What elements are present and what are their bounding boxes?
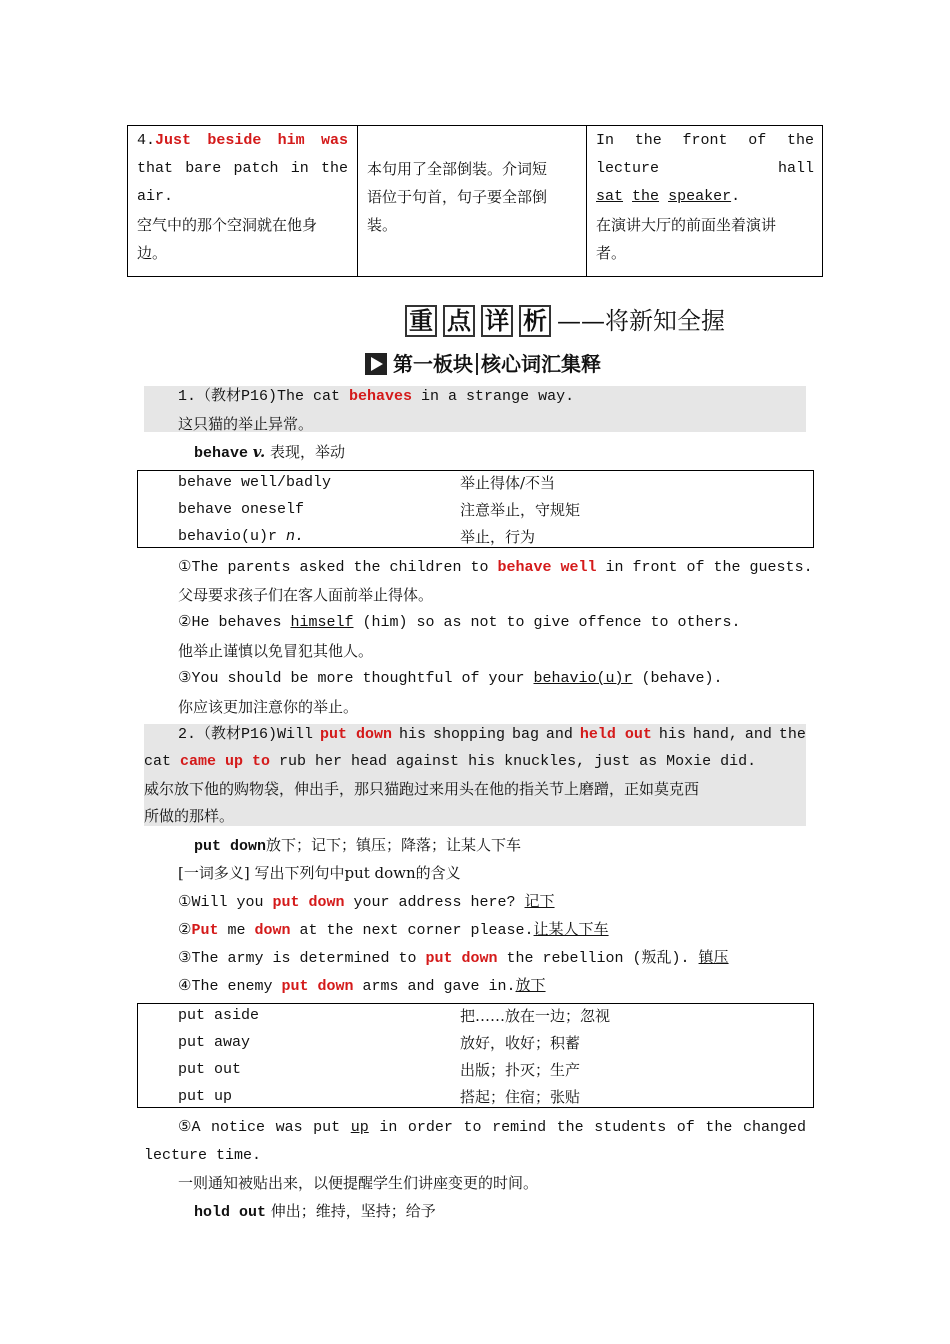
- red-word: came up to: [180, 753, 271, 770]
- item1-translation: 这只猫的举止异常。: [178, 415, 314, 433]
- phrase-en: [178, 527, 304, 547]
- answer: 让某人下车: [533, 920, 609, 938]
- subheading-part-two: 核心词汇集释: [481, 352, 601, 376]
- word: in: [379, 1119, 398, 1136]
- word: that: [137, 160, 174, 177]
- red-word: Just: [155, 132, 192, 149]
- col3-line1: [596, 131, 814, 151]
- word: 2.（教材P16)Will: [178, 726, 314, 743]
- item2-translation-line2: 所做的那样。: [144, 807, 235, 825]
- word: hall: [777, 160, 814, 177]
- item2-translation-line1: 威尔放下他的购物袋，伸出手，那只猫跑过来用头在他的指关节上磨蹭，正如莫克西: [144, 780, 700, 798]
- word: and: [545, 726, 573, 743]
- text: cat: [144, 753, 181, 770]
- text: at the next corner please.: [290, 922, 534, 939]
- text: your address here?: [344, 894, 525, 911]
- red-word: behaves: [349, 388, 413, 405]
- table-col-explanation: [357, 126, 587, 276]
- heading-char: 重: [405, 305, 437, 337]
- put-down-definition: [194, 835, 521, 857]
- word: lecture: [596, 160, 660, 177]
- word: to: [463, 1119, 482, 1136]
- question-3: [178, 947, 729, 969]
- item-number: 4.: [137, 132, 156, 149]
- question-2: [178, 919, 609, 941]
- period: .: [731, 188, 741, 205]
- heading-char: 析: [519, 305, 551, 337]
- word: and: [744, 726, 772, 743]
- text: ②He behaves: [178, 614, 291, 631]
- red-word: Put: [191, 922, 219, 939]
- phrase-en: behave oneself: [178, 501, 305, 518]
- item1-example2-translation: 他举止谨慎以免冒犯其他人。: [178, 642, 374, 660]
- word: shopping: [432, 726, 505, 743]
- red-word: put down: [281, 978, 354, 995]
- answer: 记下: [524, 892, 555, 910]
- phrase-en: behave well/badly: [178, 474, 332, 491]
- underlined-word: the: [632, 188, 660, 205]
- subheading-divider: [476, 353, 478, 375]
- item1-example1-translation: 父母要求孩子们在客人面前举止得体。: [178, 586, 434, 604]
- item1-example3-translation: 你应该更加注意你的举止。: [178, 698, 359, 716]
- word: was: [275, 1119, 303, 1136]
- text: (him) so as not to give offence to others.: [353, 614, 741, 631]
- word: hand,: [692, 726, 738, 743]
- hold-out-definition: [194, 1201, 436, 1223]
- red-word: held out: [579, 726, 652, 743]
- phrase-zh: 放好，收好；积蓄: [460, 1034, 581, 1052]
- polysemy-task: [一词多义] 写出下列句中put down的含义: [178, 864, 461, 882]
- word: the: [778, 726, 806, 743]
- answer: himself: [290, 614, 354, 631]
- word: notice: [211, 1119, 266, 1136]
- word: ⑤A: [178, 1119, 201, 1136]
- text: ③The army is determined to: [178, 950, 426, 967]
- phrase-zh: 出版；扑灭；生产: [460, 1061, 581, 1079]
- question-1: [178, 891, 555, 913]
- phrase-en: put away: [178, 1034, 251, 1051]
- word: bag: [511, 726, 539, 743]
- text: rub her head against his knuckles, just as Moxie did.: [270, 753, 757, 770]
- text: arms and gave in.: [353, 978, 516, 995]
- word: the: [786, 132, 814, 149]
- word: order: [407, 1119, 453, 1136]
- text: ③You should be more thoughtful of your: [178, 670, 534, 687]
- phrase-en: put up: [178, 1088, 233, 1105]
- phrase-zh: 举止得体/不当: [460, 474, 556, 492]
- question-5-translation: 一则通知被贴出来，以便提醒学生们讲座变更的时间。: [178, 1174, 539, 1192]
- text: 1.（教材P16)The cat: [178, 388, 350, 405]
- answer: 放下: [515, 976, 546, 994]
- word: the: [705, 1119, 733, 1136]
- word: the: [320, 160, 348, 177]
- word: his: [658, 726, 686, 743]
- keyword: put down: [194, 838, 267, 855]
- word: the: [634, 132, 662, 149]
- col2-line2: 语位于句首，句子要全部倒: [367, 188, 548, 206]
- phrase-zh: 把……放在一边；忽视: [460, 1007, 611, 1025]
- red-word: beside: [207, 132, 262, 149]
- text: in a strange way.: [412, 388, 575, 405]
- red-word: him: [277, 132, 305, 149]
- underlined-word: speaker: [668, 188, 732, 205]
- item1-sentence: [178, 387, 574, 407]
- phrase-en: put out: [178, 1061, 242, 1078]
- item1-example1: [178, 558, 813, 578]
- col3-translation-end: 者。: [596, 244, 627, 262]
- col3-translation: 在演讲大厅的前面坐着演讲: [596, 216, 777, 234]
- phrase-zh: 注意举止，守规矩: [460, 501, 581, 519]
- part-of-speech: v.: [252, 443, 266, 461]
- text: in front of the guests.: [596, 559, 813, 576]
- heading-tail: ——将新知全握: [557, 307, 725, 335]
- text: behavio(u)r: [178, 528, 287, 545]
- word: front: [682, 132, 728, 149]
- question-5-line2: lecture time.: [144, 1147, 262, 1164]
- behave-definition: [194, 442, 345, 464]
- item2-sentence-line2: [144, 752, 756, 772]
- table-col-example: [128, 126, 357, 276]
- part-of-speech: n.: [286, 528, 305, 545]
- text: ②: [178, 922, 192, 939]
- word: his: [398, 726, 426, 743]
- word: patch: [233, 160, 279, 177]
- red-word: put down: [319, 726, 392, 743]
- red-word: was: [320, 132, 348, 149]
- play-triangle-icon: [365, 353, 387, 375]
- col1-line1: [137, 131, 348, 151]
- red-word: put down: [425, 950, 498, 967]
- word: bare: [185, 160, 222, 177]
- keyword: behave: [194, 445, 249, 462]
- word: in: [290, 160, 309, 177]
- meaning: 表现，举动: [265, 443, 346, 461]
- col1-line3: air.: [137, 188, 174, 205]
- question-5-line1: [178, 1118, 806, 1138]
- col1-translation: 空气中的那个空洞就在他身: [137, 216, 318, 234]
- table-col-imitation: [586, 126, 822, 276]
- text: the rebellion (叛乱).: [497, 950, 699, 967]
- example-table: [127, 125, 823, 277]
- heading-char: 点: [443, 305, 475, 337]
- text: ④The enemy: [178, 978, 282, 995]
- red-word: down: [254, 922, 291, 939]
- word: of: [748, 132, 767, 149]
- text: ①Will you: [178, 894, 273, 911]
- phrase-en: put aside: [178, 1007, 260, 1024]
- word: put: [313, 1119, 341, 1136]
- meaning: 伸出；维持，坚持；给予: [266, 1202, 436, 1220]
- col2-line3: 装。: [367, 216, 398, 234]
- col3-line3: [596, 187, 740, 207]
- question-4: [178, 975, 546, 997]
- keyword: hold out: [194, 1204, 267, 1221]
- underlined-word: sat: [596, 188, 624, 205]
- item1-example3: [178, 669, 723, 689]
- item2-sentence-line1: [178, 725, 806, 745]
- word: changed: [742, 1119, 806, 1136]
- answer: up: [350, 1119, 369, 1136]
- section-subheading: [365, 350, 601, 378]
- col1-translation-end: 边。: [137, 244, 168, 262]
- col2-line1: 本句用了全部倒装。介词短: [367, 160, 548, 178]
- section-heading: [405, 305, 725, 340]
- answer: behavio(u)r: [533, 670, 633, 687]
- text: ①The parents asked the children to: [178, 559, 498, 576]
- word: students: [594, 1119, 667, 1136]
- behave-phrase-box: [137, 470, 814, 548]
- heading-char: 详: [481, 305, 513, 337]
- word: In: [596, 132, 615, 149]
- word: the: [556, 1119, 584, 1136]
- subheading-part-one: 第一板块: [393, 352, 473, 376]
- item1-example2: [178, 613, 741, 633]
- phrase-zh: 搭起；住宿；张贴: [460, 1088, 581, 1106]
- red-word: put down: [272, 894, 345, 911]
- put-phrase-box: [137, 1003, 814, 1108]
- answer: 镇压: [698, 948, 729, 966]
- text: (behave).: [632, 670, 723, 687]
- meaning: 放下；记下；镇压；降落；让某人下车: [266, 836, 522, 854]
- col3-line2: [596, 159, 814, 179]
- col1-line2: [137, 159, 348, 179]
- word: remind: [492, 1119, 547, 1136]
- text: me: [218, 922, 255, 939]
- word: of: [676, 1119, 695, 1136]
- red-word: behave well: [497, 559, 597, 576]
- phrase-zh: 举止，行为: [460, 528, 536, 546]
